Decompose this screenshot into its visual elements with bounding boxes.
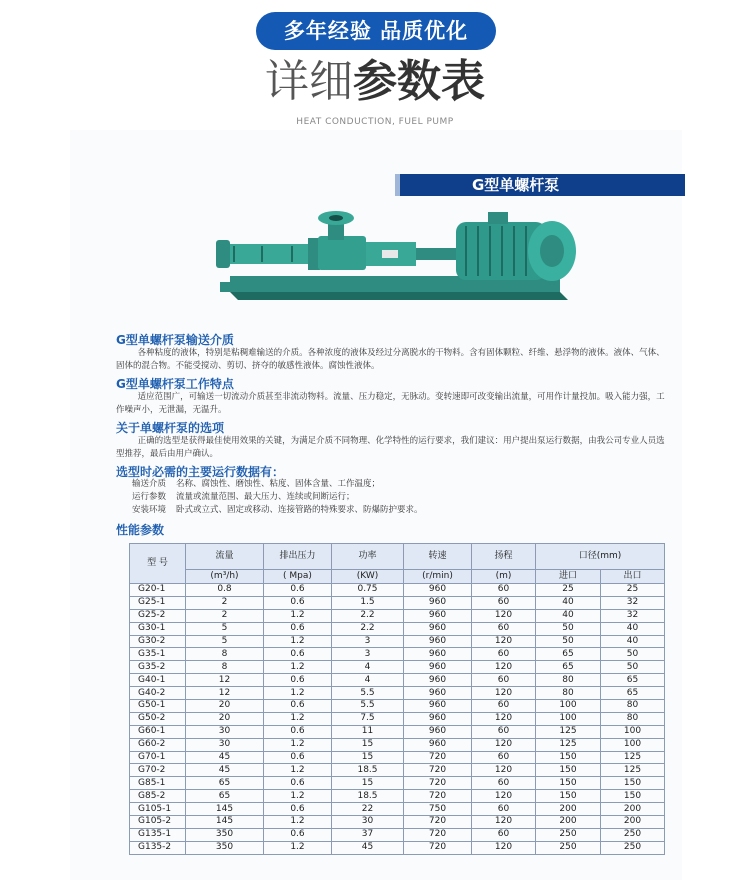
cell-inlet: 250 bbox=[536, 841, 601, 854]
unit-power: (KW) bbox=[332, 570, 404, 584]
cell-pressure: 1.2 bbox=[264, 841, 332, 854]
required-key: 输送介质 bbox=[132, 479, 167, 489]
cell-inlet: 125 bbox=[536, 738, 601, 751]
table-row bbox=[130, 816, 665, 829]
cell-power: 5.5 bbox=[332, 700, 404, 713]
section-heading-required: 选型时必需的主要运行数据有： bbox=[116, 465, 285, 479]
cell-speed: 960 bbox=[404, 609, 472, 622]
cell-power: 18.5 bbox=[332, 790, 404, 803]
cell-inlet: 40 bbox=[536, 596, 601, 609]
cell-inlet: 50 bbox=[536, 635, 601, 648]
cell-head: 120 bbox=[472, 790, 536, 803]
performance-table-body bbox=[130, 584, 665, 855]
cell-speed: 720 bbox=[404, 777, 472, 790]
pump-image bbox=[212, 198, 592, 318]
cell-flow: 45 bbox=[186, 764, 264, 777]
cell-head: 120 bbox=[472, 635, 536, 648]
cell-pressure: 1.2 bbox=[264, 609, 332, 622]
cell-pressure: 0.6 bbox=[264, 596, 332, 609]
cell-outlet: 65 bbox=[601, 674, 665, 687]
cell-speed: 960 bbox=[404, 738, 472, 751]
cell-model: G30-1 bbox=[130, 622, 186, 635]
cell-pressure: 0.6 bbox=[264, 648, 332, 661]
cell-flow: 65 bbox=[186, 790, 264, 803]
cell-pressure: 1.2 bbox=[264, 712, 332, 725]
cell-head: 60 bbox=[472, 777, 536, 790]
cell-inlet: 250 bbox=[536, 828, 601, 841]
cell-model: G85-2 bbox=[130, 790, 186, 803]
cell-outlet: 100 bbox=[601, 738, 665, 751]
cell-flow: 8 bbox=[186, 661, 264, 674]
cell-flow: 30 bbox=[186, 738, 264, 751]
cell-speed: 720 bbox=[404, 764, 472, 777]
cell-flow: 2 bbox=[186, 609, 264, 622]
cell-outlet: 200 bbox=[601, 816, 665, 829]
section-text-selection: 正确的选型是获得最佳使用效果的关键，为满足介质不同物理、化学特性的运行要求，我们建议：用户提出泵运行数据，由我公司专业人员选型推荐，最后由用户确认。 bbox=[116, 436, 665, 459]
cell-inlet: 150 bbox=[536, 790, 601, 803]
cell-head: 120 bbox=[472, 712, 536, 725]
cell-power: 4 bbox=[332, 674, 404, 687]
cell-inlet: 125 bbox=[536, 725, 601, 738]
cell-power: 45 bbox=[332, 841, 404, 854]
cell-model: G85-1 bbox=[130, 777, 186, 790]
cell-outlet: 150 bbox=[601, 777, 665, 790]
col-header-head: 扬程 bbox=[472, 544, 536, 570]
table-row bbox=[130, 841, 665, 854]
cell-model: G60-2 bbox=[130, 738, 186, 751]
cell-speed: 960 bbox=[404, 712, 472, 725]
cell-power: 2.2 bbox=[332, 622, 404, 635]
cell-pressure: 1.2 bbox=[264, 635, 332, 648]
cell-power: 4 bbox=[332, 661, 404, 674]
unit-inlet: 进口 bbox=[536, 570, 601, 584]
cell-outlet: 80 bbox=[601, 712, 665, 725]
cell-model: G20-1 bbox=[130, 584, 186, 597]
cell-speed: 720 bbox=[404, 828, 472, 841]
table-row bbox=[130, 635, 665, 648]
cell-speed: 960 bbox=[404, 648, 472, 661]
cell-flow: 145 bbox=[186, 816, 264, 829]
cell-inlet: 150 bbox=[536, 777, 601, 790]
product-banner-label: G型单螺杆泵 bbox=[472, 176, 560, 194]
cell-head: 60 bbox=[472, 674, 536, 687]
cell-head: 60 bbox=[472, 700, 536, 713]
cell-flow: 12 bbox=[186, 674, 264, 687]
cell-model: G135-2 bbox=[130, 841, 186, 854]
cell-inlet: 150 bbox=[536, 751, 601, 764]
cell-model: G35-1 bbox=[130, 648, 186, 661]
cell-outlet: 200 bbox=[601, 803, 665, 816]
cell-head: 60 bbox=[472, 828, 536, 841]
cell-pressure: 0.6 bbox=[264, 725, 332, 738]
col-header-diameter: 口径(mm) bbox=[536, 544, 665, 570]
cell-model: G50-1 bbox=[130, 700, 186, 713]
cell-inlet: 80 bbox=[536, 674, 601, 687]
cell-model: G25-2 bbox=[130, 609, 186, 622]
unit-speed: (r/min) bbox=[404, 570, 472, 584]
cell-outlet: 40 bbox=[601, 622, 665, 635]
cell-outlet: 250 bbox=[601, 841, 665, 854]
cell-power: 37 bbox=[332, 828, 404, 841]
cell-flow: 65 bbox=[186, 777, 264, 790]
cell-pressure: 0.6 bbox=[264, 777, 332, 790]
cell-flow: 20 bbox=[186, 712, 264, 725]
cell-speed: 960 bbox=[404, 635, 472, 648]
cell-inlet: 100 bbox=[536, 700, 601, 713]
cell-outlet: 65 bbox=[601, 687, 665, 700]
cell-outlet: 100 bbox=[601, 725, 665, 738]
cell-inlet: 50 bbox=[536, 622, 601, 635]
cell-outlet: 25 bbox=[601, 584, 665, 597]
cell-model: G40-2 bbox=[130, 687, 186, 700]
cell-speed: 720 bbox=[404, 751, 472, 764]
page-title-light: 详细 bbox=[265, 56, 353, 107]
table-row bbox=[130, 584, 665, 597]
table-row bbox=[130, 712, 665, 725]
cell-model: G70-2 bbox=[130, 764, 186, 777]
cell-pressure: 1.2 bbox=[264, 816, 332, 829]
cell-flow: 350 bbox=[186, 828, 264, 841]
cell-power: 15 bbox=[332, 738, 404, 751]
table-row bbox=[130, 700, 665, 713]
required-row bbox=[132, 478, 380, 490]
cell-power: 1.5 bbox=[332, 596, 404, 609]
table-row bbox=[130, 738, 665, 751]
cell-speed: 960 bbox=[404, 687, 472, 700]
cell-power: 30 bbox=[332, 816, 404, 829]
cell-outlet: 125 bbox=[601, 751, 665, 764]
section-heading-medium: G型单螺杆泵输送介质 bbox=[116, 333, 234, 347]
table-row bbox=[130, 725, 665, 738]
cell-head: 120 bbox=[472, 764, 536, 777]
cell-head: 120 bbox=[472, 738, 536, 751]
section-text-features: 适应范围广，可输送一切流动介质甚至非流动物料。流量、压力稳定，无脉动。变转速即可改变输出流量，可用作计量投加。吸入能力强，工作噪声小，无泄漏，无温升。 bbox=[116, 392, 665, 415]
required-value: 流量或流量范围、最大压力、连续或间断运行； bbox=[176, 492, 355, 502]
section-text-medium: 各种粘度的液体，特别是粘稠难输送的介质。各种浓度的液体及经过分离脱水的干物料。含有固体颗粒、纤维、悬浮物的液体。液体、气体、固体的混合物。不能受搅动、剪切、挤夺的敏感性液体。腐蚀性液体。 bbox=[116, 348, 665, 371]
table-row bbox=[130, 661, 665, 674]
cell-inlet: 80 bbox=[536, 687, 601, 700]
cell-outlet: 40 bbox=[601, 635, 665, 648]
cell-speed: 720 bbox=[404, 790, 472, 803]
cell-speed: 960 bbox=[404, 584, 472, 597]
cell-head: 120 bbox=[472, 661, 536, 674]
cell-inlet: 25 bbox=[536, 584, 601, 597]
cell-power: 7.5 bbox=[332, 712, 404, 725]
cell-head: 60 bbox=[472, 622, 536, 635]
page-subtitle: HEAT CONDUCTION, FUEL PUMP bbox=[296, 117, 454, 127]
table-row bbox=[130, 648, 665, 661]
cell-flow: 2 bbox=[186, 596, 264, 609]
cell-pressure: 0.6 bbox=[264, 803, 332, 816]
required-value: 名称、腐蚀性、磨蚀性、粘度、固体含量、工作温度； bbox=[176, 479, 381, 489]
cell-pressure: 0.6 bbox=[264, 828, 332, 841]
slogan-pill: 多年经验 品质优化 bbox=[256, 12, 496, 50]
cell-head: 120 bbox=[472, 609, 536, 622]
cell-power: 18.5 bbox=[332, 764, 404, 777]
table-row bbox=[130, 674, 665, 687]
cell-head: 60 bbox=[472, 751, 536, 764]
table-row bbox=[130, 609, 665, 622]
col-header-speed: 转速 bbox=[404, 544, 472, 570]
cell-pressure: 1.2 bbox=[264, 764, 332, 777]
cell-head: 120 bbox=[472, 841, 536, 854]
cell-inlet: 65 bbox=[536, 661, 601, 674]
cell-speed: 960 bbox=[404, 661, 472, 674]
cell-head: 60 bbox=[472, 803, 536, 816]
cell-flow: 8 bbox=[186, 648, 264, 661]
cell-speed: 720 bbox=[404, 841, 472, 854]
cell-head: 60 bbox=[472, 596, 536, 609]
cell-pressure: 0.6 bbox=[264, 751, 332, 764]
cell-model: G105-2 bbox=[130, 816, 186, 829]
cell-pressure: 0.6 bbox=[264, 674, 332, 687]
cell-inlet: 150 bbox=[536, 764, 601, 777]
cell-model: G30-2 bbox=[130, 635, 186, 648]
cell-speed: 960 bbox=[404, 622, 472, 635]
cell-power: 0.75 bbox=[332, 584, 404, 597]
product-banner bbox=[395, 174, 685, 196]
col-header-pressure: 排出压力 bbox=[264, 544, 332, 570]
cell-pressure: 1.2 bbox=[264, 790, 332, 803]
cell-power: 15 bbox=[332, 777, 404, 790]
cell-outlet: 150 bbox=[601, 790, 665, 803]
table-row bbox=[130, 622, 665, 635]
performance-table bbox=[129, 543, 665, 855]
required-key: 安装环境 bbox=[132, 505, 167, 515]
cell-power: 11 bbox=[332, 725, 404, 738]
unit-outlet: 出口 bbox=[601, 570, 665, 584]
section-heading-performance: 性能参数 bbox=[116, 523, 165, 537]
cell-model: G50-2 bbox=[130, 712, 186, 725]
cell-power: 22 bbox=[332, 803, 404, 816]
cell-inlet: 200 bbox=[536, 803, 601, 816]
section-heading-selection: 关于单螺杆泵的选项 bbox=[116, 421, 225, 435]
cell-speed: 960 bbox=[404, 725, 472, 738]
cell-flow: 20 bbox=[186, 700, 264, 713]
col-header-power: 功率 bbox=[332, 544, 404, 570]
cell-power: 15 bbox=[332, 751, 404, 764]
table-row bbox=[130, 764, 665, 777]
cell-inlet: 200 bbox=[536, 816, 601, 829]
unit-flow: (m³/h) bbox=[186, 570, 264, 584]
cell-power: 3 bbox=[332, 635, 404, 648]
cell-power: 2.2 bbox=[332, 609, 404, 622]
cell-outlet: 32 bbox=[601, 596, 665, 609]
required-value: 卧式或立式、固定或移动、连接管路的特殊要求、防爆防护要求。 bbox=[176, 505, 423, 515]
cell-head: 120 bbox=[472, 816, 536, 829]
cell-flow: 145 bbox=[186, 803, 264, 816]
table-row bbox=[130, 828, 665, 841]
table-row bbox=[130, 687, 665, 700]
required-key: 运行参数 bbox=[132, 492, 167, 502]
cell-speed: 750 bbox=[404, 803, 472, 816]
table-row bbox=[130, 596, 665, 609]
cell-model: G105-1 bbox=[130, 803, 186, 816]
cell-pressure: 1.2 bbox=[264, 661, 332, 674]
table-row bbox=[130, 803, 665, 816]
cell-inlet: 65 bbox=[536, 648, 601, 661]
cell-pressure: 0.6 bbox=[264, 622, 332, 635]
cell-speed: 960 bbox=[404, 596, 472, 609]
cell-inlet: 100 bbox=[536, 712, 601, 725]
cell-flow: 5 bbox=[186, 635, 264, 648]
col-header-model: 型 号 bbox=[130, 544, 186, 584]
cell-inlet: 40 bbox=[536, 609, 601, 622]
cell-pressure: 1.2 bbox=[264, 687, 332, 700]
unit-head: (m) bbox=[472, 570, 536, 584]
cell-pressure: 0.6 bbox=[264, 700, 332, 713]
page-title-bold: 参数表 bbox=[353, 56, 485, 107]
unit-pressure: ( Mpa) bbox=[264, 570, 332, 584]
table-row bbox=[130, 777, 665, 790]
cell-flow: 12 bbox=[186, 687, 264, 700]
cell-model: G135-1 bbox=[130, 828, 186, 841]
cell-model: G25-1 bbox=[130, 596, 186, 609]
cell-outlet: 80 bbox=[601, 700, 665, 713]
cell-speed: 960 bbox=[404, 674, 472, 687]
cell-outlet: 32 bbox=[601, 609, 665, 622]
cell-flow: 0.8 bbox=[186, 584, 264, 597]
cell-outlet: 50 bbox=[601, 648, 665, 661]
cell-flow: 45 bbox=[186, 751, 264, 764]
page-title bbox=[0, 55, 750, 109]
cell-speed: 960 bbox=[404, 700, 472, 713]
cell-speed: 720 bbox=[404, 816, 472, 829]
cell-pressure: 1.2 bbox=[264, 738, 332, 751]
cell-power: 3 bbox=[332, 648, 404, 661]
cell-head: 60 bbox=[472, 725, 536, 738]
cell-power: 5.5 bbox=[332, 687, 404, 700]
col-header-flow: 流量 bbox=[186, 544, 264, 570]
table-row bbox=[130, 751, 665, 764]
cell-outlet: 125 bbox=[601, 764, 665, 777]
required-row bbox=[132, 491, 355, 503]
cell-flow: 350 bbox=[186, 841, 264, 854]
cell-flow: 30 bbox=[186, 725, 264, 738]
required-row bbox=[132, 504, 423, 516]
cell-model: G40-1 bbox=[130, 674, 186, 687]
section-heading-features: G型单螺杆泵工作特点 bbox=[116, 377, 234, 391]
table-row bbox=[130, 790, 665, 803]
cell-head: 60 bbox=[472, 584, 536, 597]
cell-model: G70-1 bbox=[130, 751, 186, 764]
cell-outlet: 250 bbox=[601, 828, 665, 841]
cell-flow: 5 bbox=[186, 622, 264, 635]
cell-head: 60 bbox=[472, 648, 536, 661]
cell-model: G60-1 bbox=[130, 725, 186, 738]
cell-pressure: 0.6 bbox=[264, 584, 332, 597]
cell-outlet: 50 bbox=[601, 661, 665, 674]
cell-head: 120 bbox=[472, 687, 536, 700]
cell-model: G35-2 bbox=[130, 661, 186, 674]
